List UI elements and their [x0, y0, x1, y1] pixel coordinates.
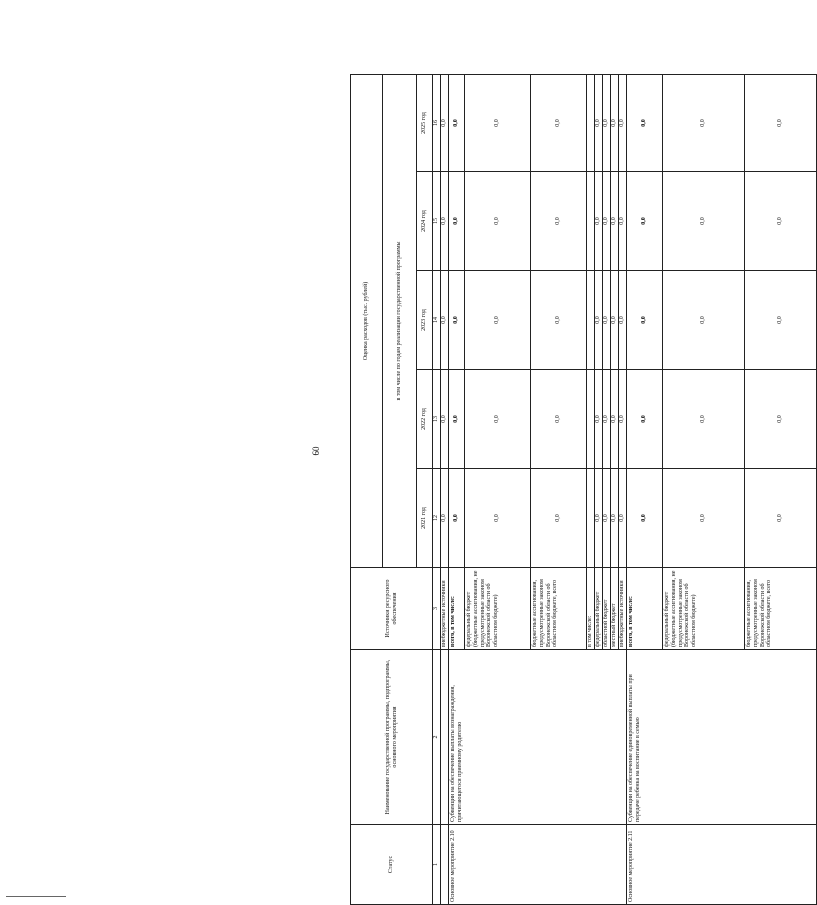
value-cell: 0,0: [744, 172, 816, 271]
value-cell: 0,0: [464, 469, 530, 568]
value-cell: 0,0: [618, 172, 626, 271]
header-funding-source: Источники ресурсного обеспечения: [351, 568, 433, 650]
value-cell: [586, 271, 594, 370]
value-cell: 0,0: [610, 74, 618, 171]
column-number: 13: [433, 370, 441, 469]
value-cell: 0,0: [530, 370, 586, 469]
value-cell: 0,0: [602, 271, 610, 370]
name-cell-empty: [440, 650, 448, 825]
measure-name: Субвенции на обеспечение выплаты вознаграждения, причитающегося приемному родителю: [448, 650, 626, 825]
value-cell: 0,0: [744, 74, 816, 171]
value-cell: [586, 172, 594, 271]
header-program-name: Наименование государственной программы, подпрограммы, основного мероприятия: [351, 650, 433, 825]
header-by-years: в том числе по годам реализации государственной программы: [383, 74, 417, 567]
expense-table: [350, 74, 817, 905]
value-cell: 0,0: [618, 370, 626, 469]
header-year: 2025 год: [417, 74, 433, 171]
value-cell: 0,0: [602, 172, 610, 271]
source-cell: внебюджетные источники: [618, 568, 626, 650]
value-cell: 0,0: [744, 469, 816, 568]
column-number: 12: [433, 469, 441, 568]
value-cell: 0,0: [464, 271, 530, 370]
header-expense-estimate: Оценка расходов (тыс. рублей): [351, 74, 383, 567]
value-cell: 0,0: [626, 271, 662, 370]
column-number: 16: [433, 74, 441, 171]
value-cell: 0,0: [530, 74, 586, 171]
header-year: 2024 год: [417, 172, 433, 271]
value-cell: 0,0: [464, 74, 530, 171]
page-number: 60: [311, 446, 321, 456]
source-cell: всего, в том числе:: [448, 568, 464, 650]
value-cell: 0,0: [448, 271, 464, 370]
value-cell: 0,0: [440, 271, 448, 370]
value-cell: 0,0: [610, 271, 618, 370]
value-cell: 0,0: [440, 74, 448, 171]
value-cell: 0,0: [662, 271, 744, 370]
source-cell: федеральный бюджет (бюджетные ассигнования, не предусмотренные законом Воронежской области об областном бюджете): [662, 568, 744, 650]
value-cell: 0,0: [594, 271, 602, 370]
value-cell: 0,0: [440, 469, 448, 568]
source-cell: всего, в том числе:: [626, 568, 662, 650]
value-cell: 0,0: [440, 370, 448, 469]
value-cell: 0,0: [626, 172, 662, 271]
scan-mark: [6, 896, 66, 897]
value-cell: 0,0: [448, 74, 464, 171]
measure-status: Основное мероприятие 2.11: [626, 825, 816, 905]
value-cell: 0,0: [448, 370, 464, 469]
value-cell: [586, 370, 594, 469]
source-cell: местный бюджет: [610, 568, 618, 650]
source-cell: областной бюджет: [602, 568, 610, 650]
column-number: 15: [433, 172, 441, 271]
source-cell: в том числе:: [586, 568, 594, 650]
value-cell: 0,0: [626, 370, 662, 469]
source-cell: бюджетные ассигнования, предусмотренные законом Воронежской области об областном бюджете, всего: [530, 568, 586, 650]
header-year: 2021 год: [417, 469, 433, 568]
status-cell-empty: [440, 825, 448, 905]
column-number: 2: [433, 650, 441, 825]
value-cell: 0,0: [610, 469, 618, 568]
value-cell: 0,0: [610, 172, 618, 271]
value-cell: 0,0: [662, 74, 744, 171]
source-cell: бюджетные ассигнования, предусмотренные законом Воронежской области об областном бюджете, всего: [744, 568, 816, 650]
value-cell: 0,0: [662, 370, 744, 469]
value-cell: 0,0: [618, 74, 626, 171]
source-cell: внебюджетные источники: [440, 568, 448, 650]
value-cell: [586, 74, 594, 171]
value-cell: 0,0: [626, 469, 662, 568]
value-cell: 0,0: [594, 469, 602, 568]
source-cell: федеральный бюджет: [594, 568, 602, 650]
value-cell: 0,0: [464, 172, 530, 271]
value-cell: 0,0: [744, 271, 816, 370]
value-cell: 0,0: [610, 370, 618, 469]
value-cell: 0,0: [618, 271, 626, 370]
value-cell: 0,0: [440, 172, 448, 271]
column-number: 14: [433, 271, 441, 370]
rotated-table-container: [350, 75, 783, 905]
value-cell: 0,0: [626, 74, 662, 171]
measure-status: Основное мероприятие 2.10: [448, 825, 626, 905]
header-year: 2022 год: [417, 370, 433, 469]
measure-name: Субвенции на обеспечение единовременной выплаты при передаче ребенка на воспитание в семью: [626, 650, 816, 825]
value-cell: 0,0: [530, 271, 586, 370]
value-cell: 0,0: [594, 172, 602, 271]
column-number: 1: [433, 825, 441, 905]
value-cell: 0,0: [594, 74, 602, 171]
header-status: Статус: [351, 825, 433, 905]
value-cell: [586, 469, 594, 568]
value-cell: 0,0: [464, 370, 530, 469]
value-cell: 0,0: [602, 370, 610, 469]
value-cell: 0,0: [662, 172, 744, 271]
value-cell: 0,0: [594, 370, 602, 469]
source-cell: федеральный бюджет (бюджетные ассигнования, не предусмотренные законом Воронежской области об областном бюджете): [464, 568, 530, 650]
value-cell: 0,0: [602, 469, 610, 568]
column-number: 3: [433, 568, 441, 650]
value-cell: 0,0: [602, 74, 610, 171]
header-year: 2023 год: [417, 271, 433, 370]
value-cell: 0,0: [530, 172, 586, 271]
value-cell: 0,0: [448, 172, 464, 271]
value-cell: 0,0: [448, 469, 464, 568]
value-cell: 0,0: [530, 469, 586, 568]
value-cell: 0,0: [662, 469, 744, 568]
value-cell: 0,0: [618, 469, 626, 568]
value-cell: 0,0: [744, 370, 816, 469]
